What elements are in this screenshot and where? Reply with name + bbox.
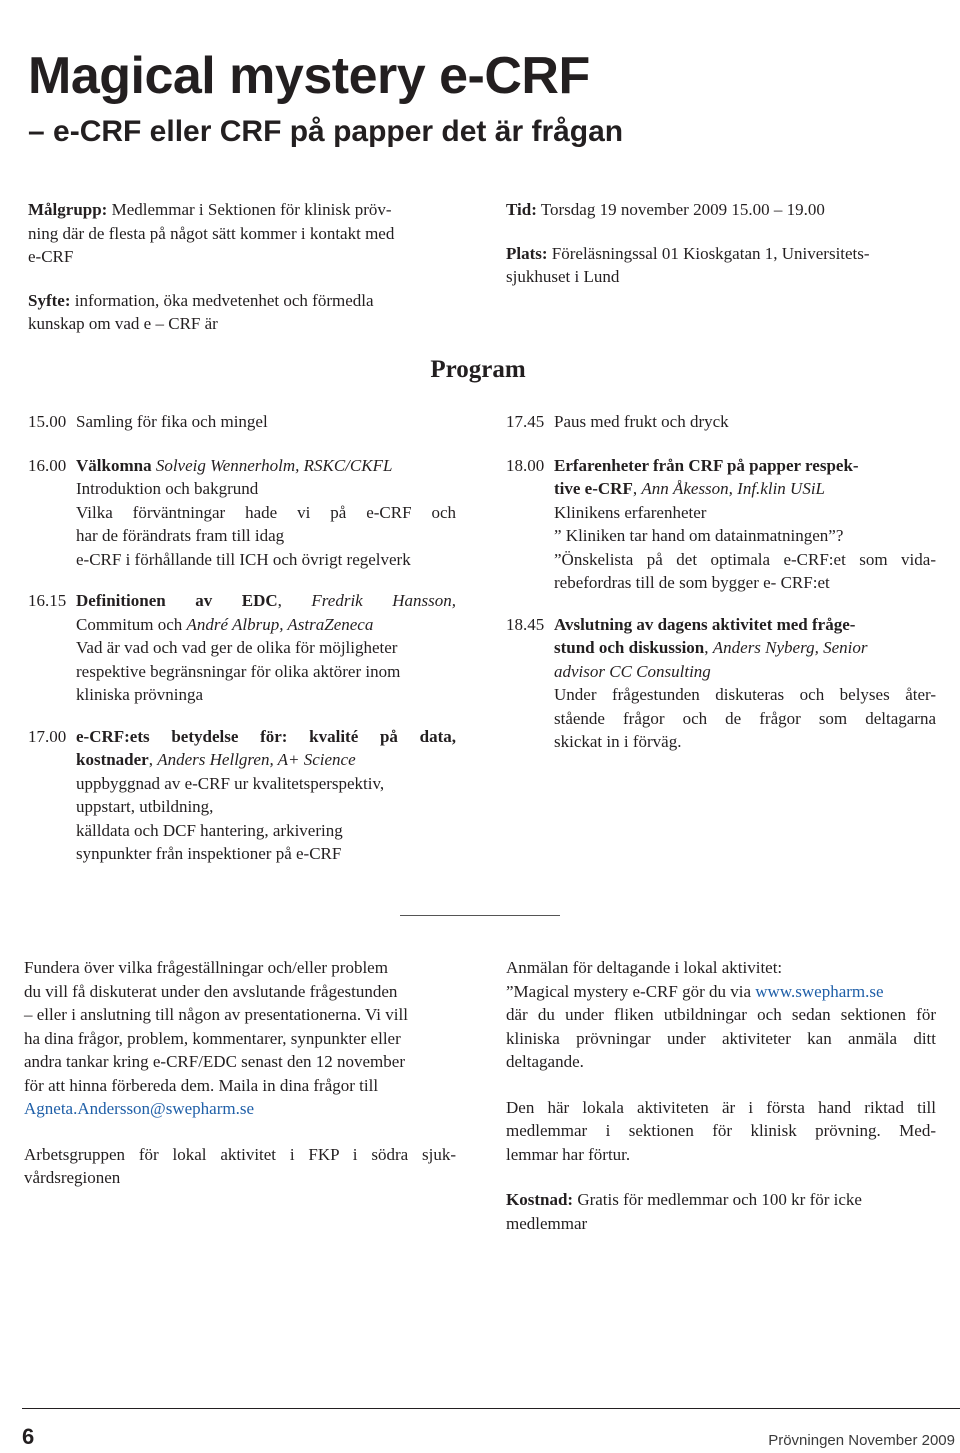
email-line — [24, 1097, 456, 1121]
session-title: e-CRF:ets betydelse för: kvalité på data, — [76, 726, 456, 746]
info-line: kliniska prövningar under aktiviteter kan anmäla ditt — [506, 1028, 936, 1048]
program-heading: Program — [430, 356, 526, 383]
tid-label: Tid: — [506, 200, 537, 219]
info-line: medlemmar i sektionen för klinisk prövning. Med- — [506, 1121, 936, 1140]
program-line: har de förändrats fram till idag — [76, 526, 285, 545]
program-heading-line — [554, 477, 936, 501]
program-line: respektive begränsningar för olika aktörer inom — [76, 661, 401, 681]
program-line: ” Kliniken tar hand om datainmatningen”? — [554, 526, 844, 545]
program-right-column — [506, 410, 936, 754]
program-time: 18.45 — [506, 614, 545, 634]
program-line — [76, 613, 456, 637]
page-number: 6 — [22, 1424, 35, 1449]
affiliation: Commitum och — [76, 614, 183, 634]
program-line: källdata och DCF hantering, arkivering — [76, 820, 343, 840]
speaker: Ann Åkesson, Inf.klin USiL — [641, 479, 825, 498]
program-heading-line — [554, 636, 936, 660]
program-time: 15.00 — [28, 412, 67, 431]
program-time: 17.00 — [28, 726, 67, 746]
program-item — [506, 410, 936, 434]
plats-line: Föreläsningssal 01 Kioskgatan 1, Universitets- — [551, 243, 870, 263]
footer-rule — [22, 1408, 960, 1409]
program-text: Samling för fika och mingel — [76, 412, 268, 431]
info-line: Arbetsgruppen för lokal aktivitet i FKP i södra sjuk- — [24, 1144, 456, 1164]
intro-left — [28, 198, 456, 336]
info-line: Den här lokala aktiviteten är i första hand riktad till — [506, 1097, 936, 1117]
session-title: Erfarenheter från CRF på papper respek- — [554, 455, 859, 475]
malgrupp-line: e-CRF — [28, 247, 74, 266]
info-line: Fundera över vilka frågeställningar och/eller problem — [24, 958, 388, 977]
kostnad-label: Kostnad: — [506, 1190, 574, 1209]
info-line: vårdsregionen — [24, 1168, 121, 1187]
speaker: André Albrup, AstraZeneca — [186, 614, 374, 634]
tid-paragraph — [506, 198, 936, 222]
separator: , — [632, 479, 638, 498]
program-line: rebefordras till de som bygger e- CRF:et — [554, 573, 830, 592]
page-subtitle: – e-CRF eller CRF på papper det är frågan — [28, 115, 624, 148]
plats-label: Plats: — [506, 243, 548, 263]
syfte-line: information, öka medvetenhet och förmedla — [74, 290, 374, 310]
program-line: Under frågestunden diskuteras och belyses åter- — [554, 685, 936, 704]
speaker: Fredrik Hansson, — [311, 591, 456, 610]
speaker: Anders Hellgren, A+ Science — [157, 750, 356, 769]
program-heading-line — [76, 454, 456, 478]
info-line: andra tankar kring e-CRF/EDC senast den 12 november — [24, 1052, 405, 1071]
program-time: 18.00 — [506, 455, 545, 475]
program-line: Introduktion och bakgrund — [76, 479, 259, 498]
program-line: Vilka förväntningar hade vi på e-CRF och — [76, 502, 456, 522]
program-time: 17.45 — [506, 412, 545, 431]
intro-right — [506, 198, 936, 289]
program-line: e-CRF i förhållande till ICH och övrigt regelverk — [76, 549, 411, 569]
malgrupp-paragraph — [28, 198, 456, 269]
program-time: 16.00 — [28, 455, 67, 475]
info-text: ”Magical mystery e-CRF gör du via — [506, 981, 752, 1001]
plats-line: sjukhuset i Lund — [506, 267, 620, 286]
section-divider — [400, 915, 560, 916]
program-line: kliniska prövninga — [76, 685, 204, 704]
program-line: uppstart, utbildning, — [76, 797, 214, 816]
speaker: Solveig Wennerholm, RSKC/CKFL — [155, 455, 393, 475]
program-item — [28, 725, 456, 866]
program-item — [28, 454, 456, 572]
info-line: lemmar har förtur. — [506, 1144, 631, 1164]
program-line: ”Önskelista på det optimala e-CRF:et som vida- — [554, 549, 936, 569]
syfte-paragraph — [28, 289, 456, 336]
tid-value: Torsdag 19 november 2009 15.00 – 19.00 — [540, 200, 825, 219]
info-line: deltagande. — [506, 1052, 584, 1071]
session-title: tive e-CRF — [554, 479, 633, 498]
session-title: kostnader — [76, 750, 149, 769]
page-title: Magical mystery e-CRF — [28, 47, 590, 105]
publication-name: Prövningen November 2009 — [768, 1432, 955, 1449]
info-line — [506, 980, 936, 1004]
program-text: Paus med frukt och dryck — [554, 412, 729, 431]
info-line: Anmälan för deltagande i lokal aktivitet: — [506, 958, 783, 977]
program-heading-line — [76, 589, 456, 613]
session-title: Avslutning av dagens aktivitet med fråge- — [554, 614, 856, 634]
separator: , — [277, 591, 282, 610]
program-line: Vad är vad och vad ger de olika för möjligheter — [76, 638, 398, 657]
program-item — [28, 589, 456, 707]
kostnad-line — [506, 1188, 936, 1212]
info-line: för att hinna förbereda dem. Maila in dina frågor till — [24, 1075, 379, 1095]
kostnad-line: medlemmar — [506, 1213, 588, 1233]
separator: , — [704, 638, 709, 657]
program-line: stående frågor och de frågor som deltagarna — [554, 708, 936, 728]
program-line: Klinikens erfarenheter — [554, 502, 707, 522]
program-item — [506, 613, 936, 754]
info-line: du vill få diskuterat under den avslutande frågestunden — [24, 981, 398, 1001]
info-line: – eller i anslutning till någon av presentationerna. Vi vill — [24, 1005, 408, 1024]
session-title: Definitionen av EDC — [76, 591, 278, 610]
kostnad-text: Gratis för medlemmar och 100 kr för icke — [577, 1190, 862, 1209]
session-title: stund och diskussion — [554, 638, 705, 657]
malgrupp-line: Medlemmar i Sektionen för klinisk pröv- — [111, 200, 392, 219]
info-line: där du under fliken utbildningar och sedan sektionen för — [506, 1005, 936, 1024]
program-line: synpunkter från inspektioner på e-CRF — [76, 844, 342, 863]
bottom-left-block — [24, 956, 456, 1190]
syfte-label: Syfte: — [28, 290, 71, 310]
separator: , — [148, 750, 153, 769]
email-link[interactable]: Agneta.Andersson@swepharm.se — [24, 1099, 254, 1118]
malgrupp-line: ning där de flesta på något sätt kommer i kontakt med — [28, 223, 395, 243]
program-item — [28, 410, 456, 434]
speaker: advisor CC Consulting — [554, 661, 711, 681]
session-title: Välkomna — [76, 455, 152, 475]
program-heading-line — [76, 748, 456, 772]
program-time: 16.15 — [28, 591, 67, 610]
program-line: skickat in i förväg. — [554, 732, 682, 751]
syfte-line: kunskap om vad e – CRF är — [28, 314, 218, 333]
program-left-column — [28, 410, 456, 866]
speaker: Anders Nyberg, Senior — [712, 638, 868, 657]
program-line: uppbyggnad av e-CRF ur kvalitetsperspektiv, — [76, 773, 385, 793]
malgrupp-label: Målgrupp: — [28, 200, 108, 219]
bottom-right-block — [506, 956, 936, 1235]
info-line: ha dina frågor, problem, kommentarer, synpunkter eller — [24, 1028, 401, 1048]
swepharm-link[interactable]: www.swepharm.se — [755, 981, 884, 1001]
program-item — [506, 454, 936, 595]
plats-paragraph — [506, 242, 936, 289]
